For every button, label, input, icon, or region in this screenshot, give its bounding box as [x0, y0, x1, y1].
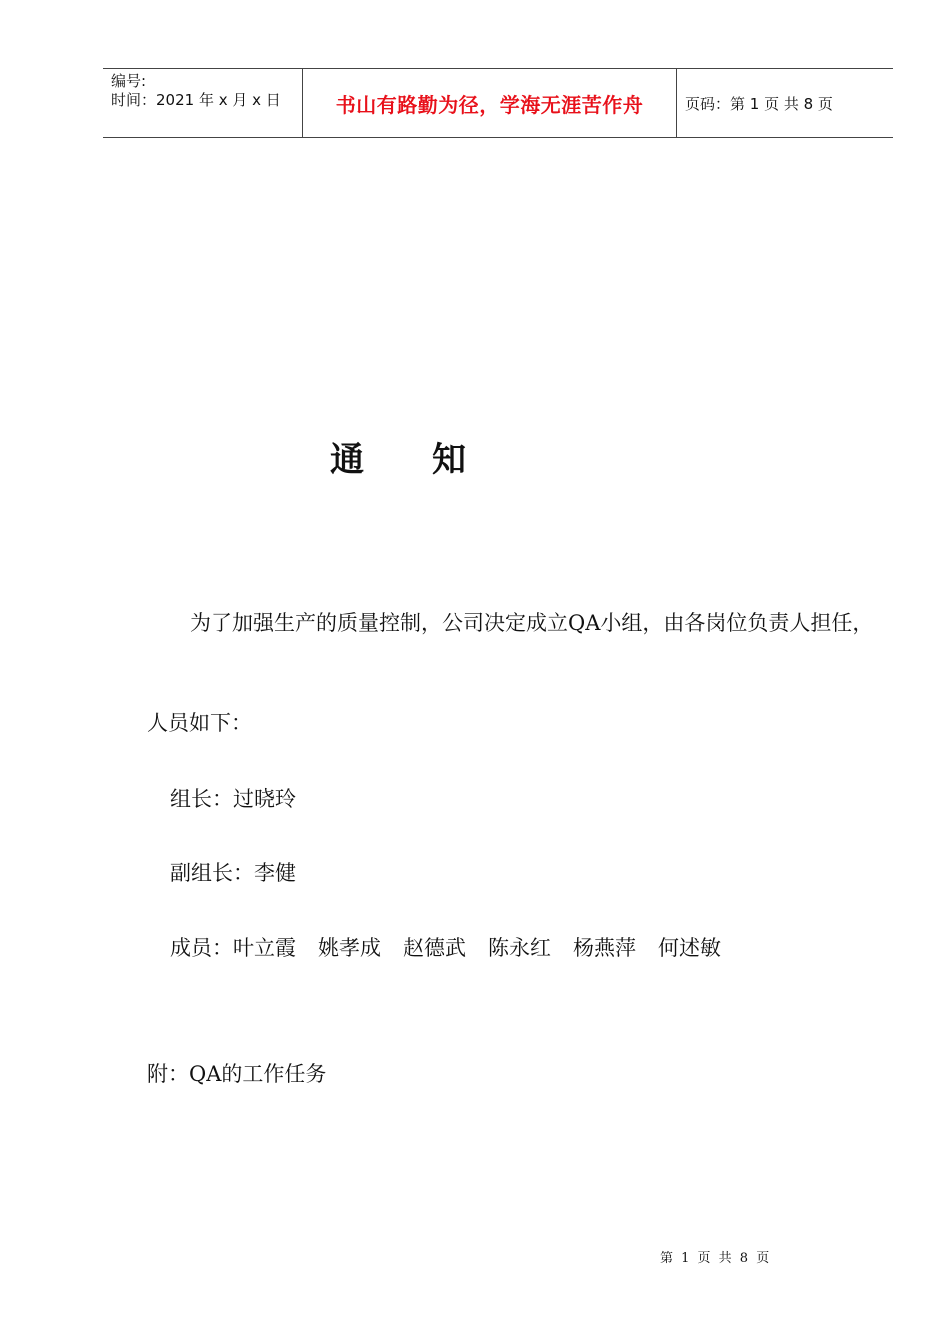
staff-intro: 人员如下： — [147, 711, 252, 735]
attachment-note: 附：QA的工作任务 — [147, 1062, 327, 1086]
header-page-number: 页码：第 1 页 共 8 页 — [685, 94, 833, 113]
document-date: 时间：2021 年 x 月 x 日 — [111, 91, 281, 109]
members-label: 成员： — [170, 936, 233, 960]
member-list — [233, 932, 721, 962]
member-name: 杨燕萍 — [573, 936, 636, 960]
group-leader: 组长：过晓玲 — [170, 787, 296, 811]
title-char-2: 知 — [432, 440, 466, 480]
header-page-info — [677, 69, 893, 137]
intro-paragraph: 为了加强生产的质量控制，公司决定成立QA小组，由各岗位负责人担任， — [190, 611, 874, 635]
deputy-leader: 副组长：李健 — [170, 861, 296, 885]
header-motto: 书山有路勤为径，学海无涯苦作舟 — [335, 92, 644, 117]
header-motto-cell — [303, 69, 677, 137]
member-name: 何述敏 — [658, 936, 721, 960]
member-name: 叶立霞 — [233, 936, 296, 960]
member-name: 姚孝成 — [318, 936, 381, 960]
title-char-1: 通 — [330, 440, 364, 480]
page-header — [103, 68, 893, 138]
page-footer: 第 1 页 共 8 页 — [660, 1251, 772, 1266]
members-line — [170, 932, 721, 962]
header-meta — [103, 69, 303, 137]
document-number-label: 编号: — [111, 72, 147, 90]
document-title — [330, 432, 466, 481]
member-name: 陈永红 — [488, 936, 551, 960]
member-name: 赵德武 — [403, 936, 466, 960]
